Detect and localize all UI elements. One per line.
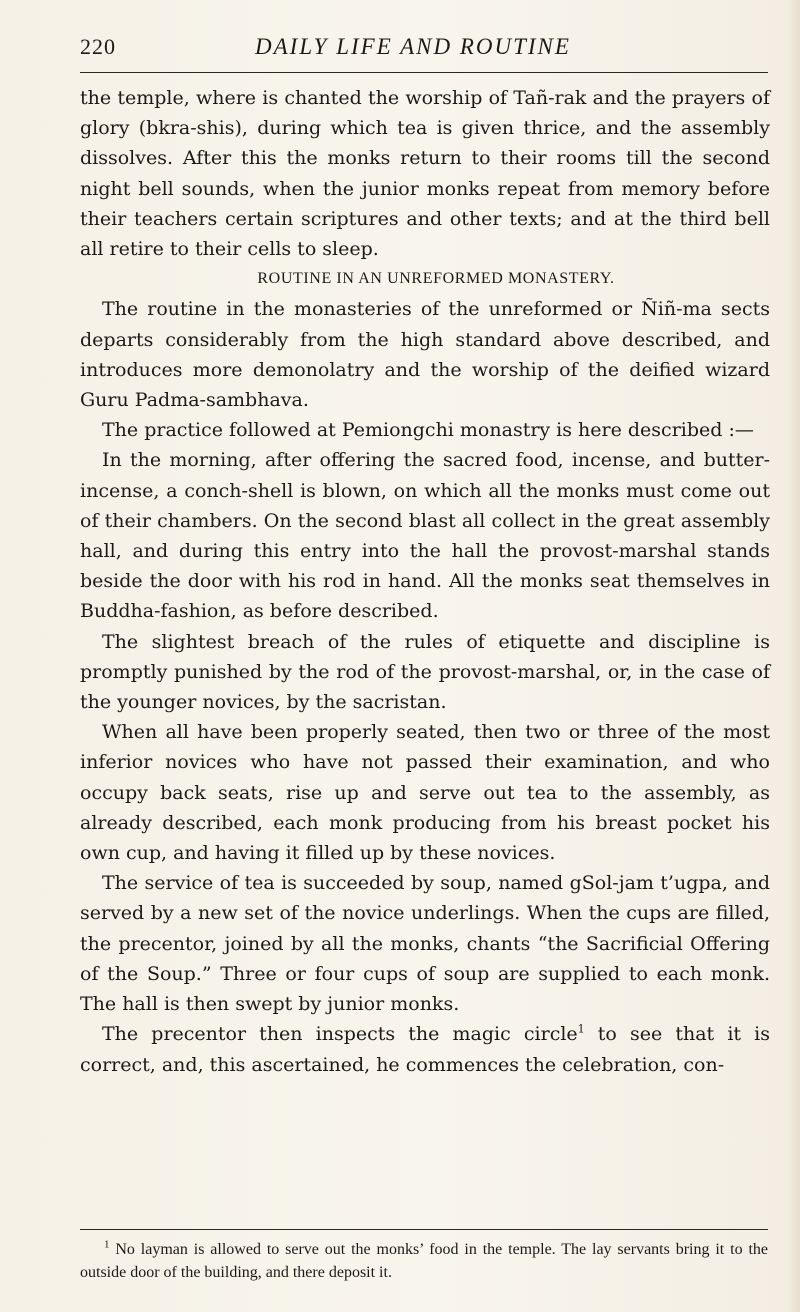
paragraph: The practice followed at Pemiongchi monastry is here described :— xyxy=(102,419,754,442)
paragraph-continuation: the temple, where is chanted the worship of Tañ-rak and the prayers of glory (bkra-shis), during which tea is given thrice, and the assembly dissolves. After this the monks return to their rooms till the second night bell sounds, when the junior monks repeat from memory before their teachers certain scriptures and other texts; and at the third bell all retire to their cells to sleep. xyxy=(80,87,770,261)
footnote-rule xyxy=(80,1229,768,1230)
header-rule xyxy=(80,72,768,73)
page-edge-shadow xyxy=(786,0,800,1312)
paragraph-with-footnote xyxy=(80,1019,770,1079)
page-number: 220 xyxy=(80,34,116,59)
footnote-text: No layman is allowed to serve out the monks’ food in the temple. The lay servants bring it to the outside door of the building, and there deposit it. xyxy=(80,1241,768,1281)
footnote-marker: 1 xyxy=(104,1238,110,1251)
paragraph-text: The precentor then inspects the magic circle xyxy=(102,1023,578,1046)
paragraph: The slightest breach of the rules of etiquette and discipline is promptly punished by the rod of the provost-marshal, or, in the case of the younger novices, by the sacristan. xyxy=(80,630,770,714)
body-text xyxy=(80,83,770,1080)
running-head: DAILY LIFE AND ROUTINE xyxy=(255,34,571,59)
paragraph-text: to see that it is correct, and, this ascertained, he commences the celebration, con- xyxy=(80,1023,770,1076)
paragraph: The service of tea is succeeded by soup, named gSol-jam t’ugpa, and served by a new set of the novice underlings. When the cups are filled, the precentor, joined by all the monks, chants “the Sacrificial Offering of the Soup.” Three or four cups of soup are supplied to each monk. The hall is then swept by junior monks. xyxy=(80,872,770,1016)
paragraph: The routine in the monasteries of the unreformed or Ñiñ-ma sects departs considerably from the high standard above described, and introduces more demonolatry and the worship of the deified wizard Guru Padma-sambhava. xyxy=(80,298,770,412)
paragraph: When all have been properly seated, then two or three of the most inferior novices who have not passed their examination, and who occupy back seats, rise up and serve out tea to the assembly, as already described, each monk producing from his breast pocket his own cup, and having it filled up by these novices. xyxy=(80,721,770,865)
footnote-reference[interactable]: 1 xyxy=(577,1022,585,1036)
page-header xyxy=(80,34,768,64)
paragraph: In the morning, after offering the sacred food, incense, and butter-incense, a conch-shell is blown, on which all the monks must come out of their chambers. On the second blast all collect in the great assembly hall, and during this entry into the hall the provost-marshal stands beside the door with his rod in hand. All the monks seat themselves in Buddha-fashion, as before described. xyxy=(80,449,770,623)
section-heading: ROUTINE IN AN UNREFORMED MONASTERY. xyxy=(257,270,615,288)
footnote xyxy=(80,1238,768,1284)
